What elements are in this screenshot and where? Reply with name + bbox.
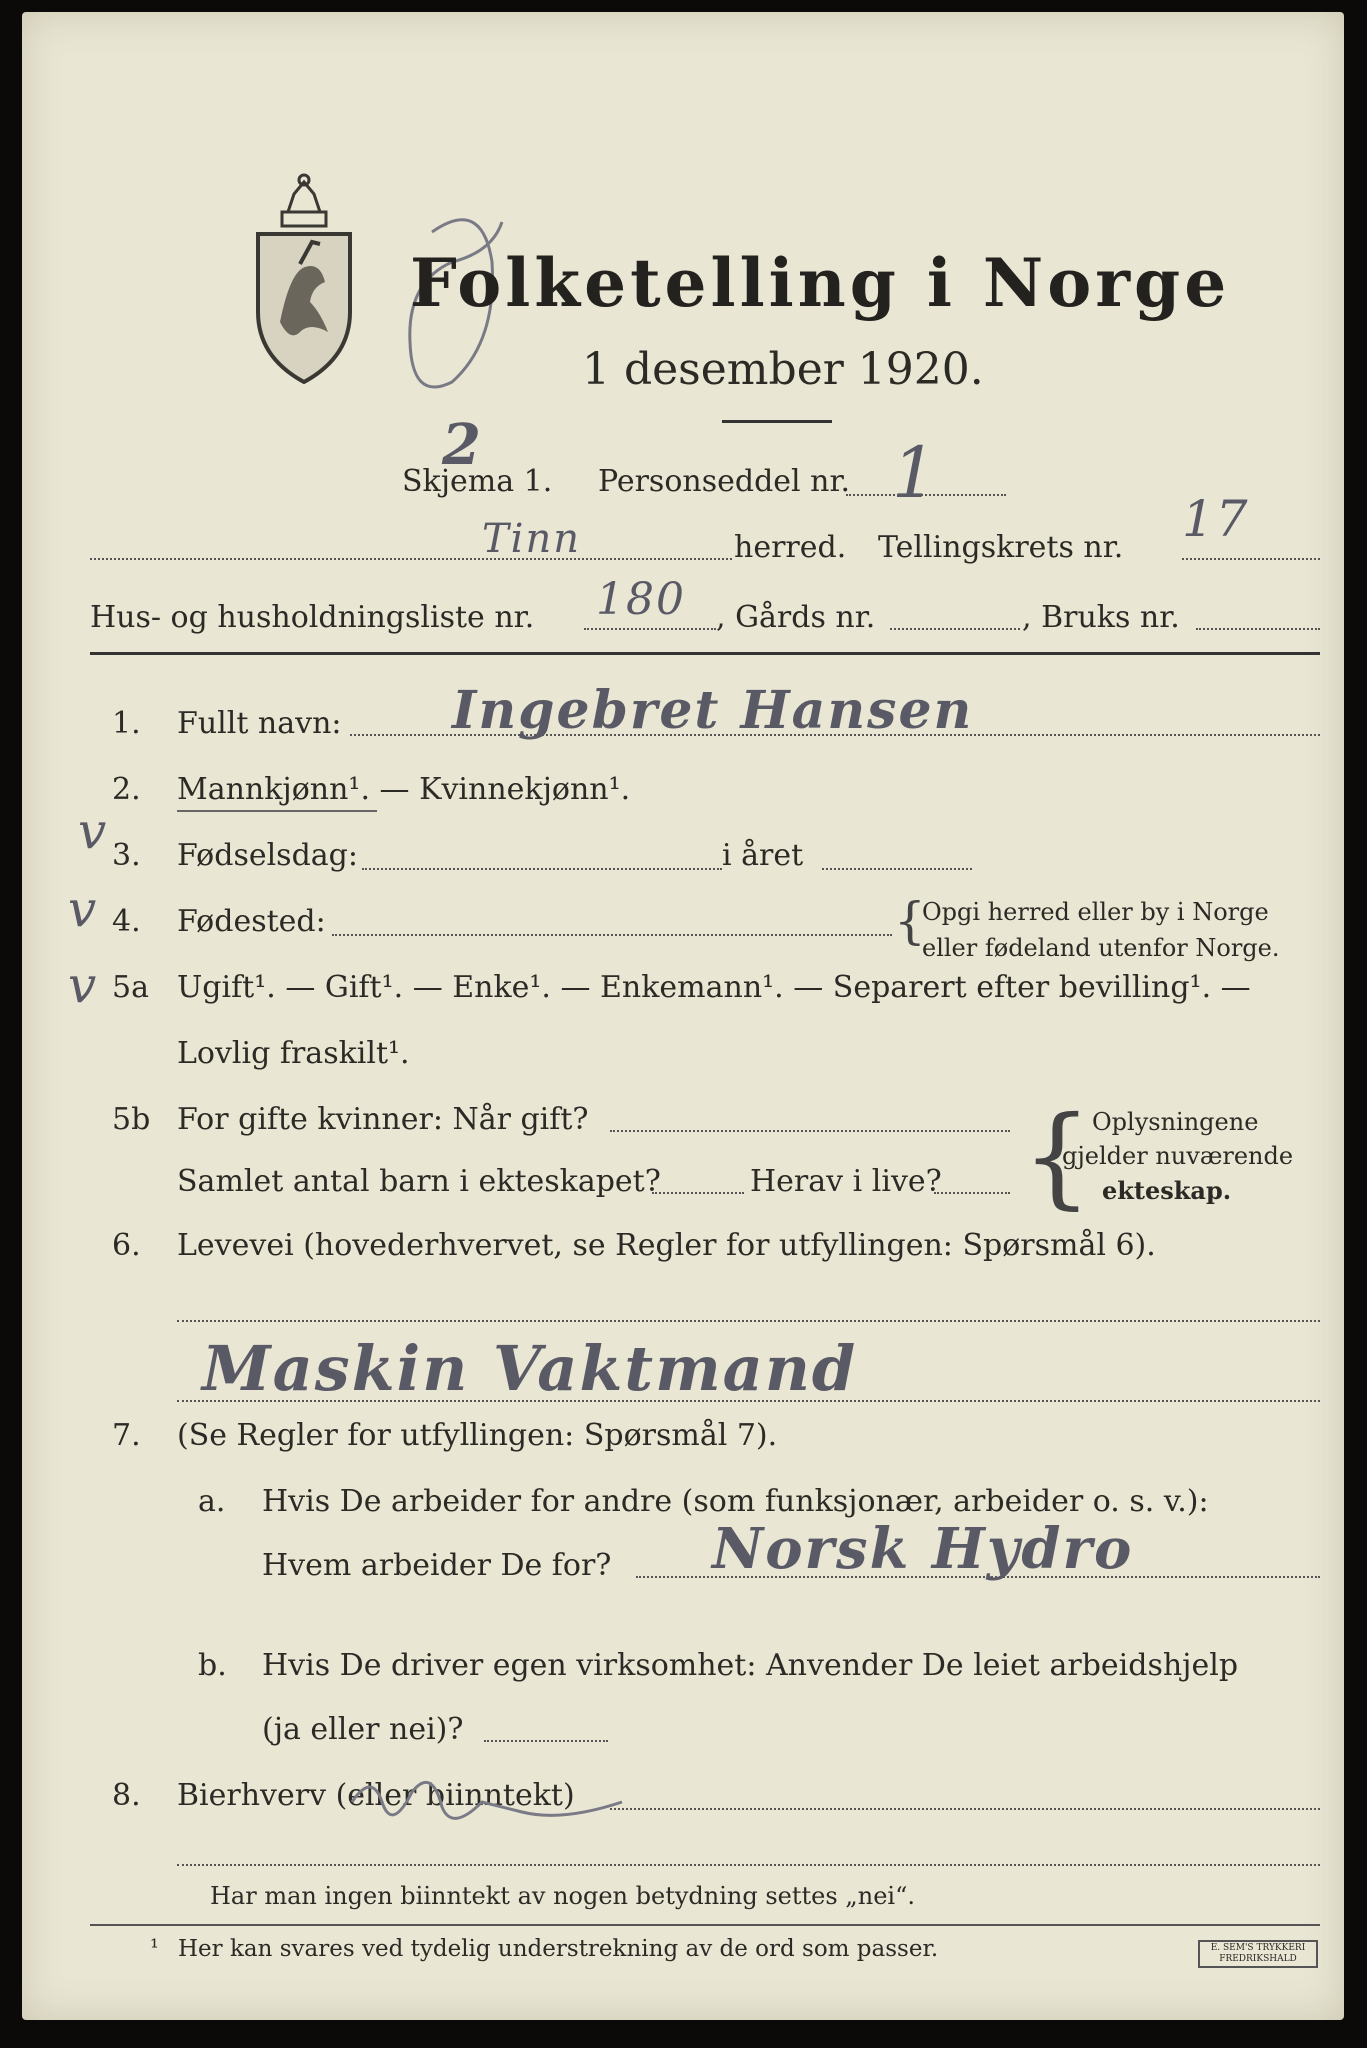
- q7-label: (Se Regler for utfyllingen: Spørsmål 7).: [177, 1418, 778, 1453]
- gards-field[interactable]: [890, 628, 1020, 630]
- q2-number: 2.: [112, 772, 141, 807]
- employer-value: Norsk Hydro: [712, 1516, 1134, 1582]
- footnote-mark: ¹: [150, 1936, 159, 1961]
- married-date-field[interactable]: [610, 1130, 1010, 1132]
- q5b-alive-label: Herav i live?: [750, 1164, 942, 1199]
- tellingskrets-label: Tellingskrets nr.: [878, 530, 1124, 565]
- full-name-value: Ingebret Hansen: [452, 680, 974, 741]
- q5b-note-line1: Oplysningene: [1092, 1108, 1259, 1136]
- q4-brace: {: [894, 892, 926, 950]
- bruks-label: , Bruks nr.: [1022, 600, 1180, 635]
- husliste-label: Hus- og husholdningsliste nr.: [90, 600, 535, 635]
- page-title: Folketelling i Norge: [410, 244, 1231, 322]
- q4-number: 4.: [112, 904, 141, 939]
- q5b-note-line3: ekteskap.: [1102, 1176, 1232, 1205]
- q5b-children-label: Samlet antal barn i ekteskapet?: [177, 1164, 661, 1199]
- birthplace-field[interactable]: [332, 934, 892, 936]
- personseddel-number: 1: [892, 432, 939, 514]
- q7b-line1: Hvis De driver egen virksomhet: Anvender De leiet arbeidshjelp: [262, 1648, 1239, 1683]
- q5a-number: 5a: [112, 970, 149, 1005]
- title-rule: [722, 420, 832, 423]
- q4-label: Fødested:: [177, 904, 326, 939]
- q8-label: Bierhverv (eller biinntekt): [177, 1778, 575, 1813]
- coat-of-arms-icon: [250, 172, 358, 387]
- q4-note-line1: Opgi herred eller by i Norge: [922, 898, 1269, 926]
- q7a-number: a.: [198, 1484, 226, 1519]
- side-income-field-2[interactable]: [177, 1864, 1320, 1866]
- side-mark-1: v: [78, 802, 109, 860]
- side-mark-2: v: [68, 880, 99, 938]
- herred-field[interactable]: [90, 558, 732, 560]
- side-income-field[interactable]: [610, 1808, 1320, 1810]
- pencil-scribble-mark: [342, 1762, 632, 1842]
- q5a-label: Ugift¹. — Gift¹. — Enke¹. — Enkemann¹. — Separert efter bevilling¹. —: [177, 970, 1251, 1005]
- footer-note: Har man ingen biinntekt av nogen betydning settes „nei“.: [210, 1882, 915, 1910]
- q7a-line2: Hvem arbeider De for?: [262, 1548, 612, 1583]
- q1-label: Fullt navn:: [177, 706, 342, 741]
- occupation-field-1[interactable]: [177, 1320, 1320, 1322]
- printer-stamp: E. SEM'S TRYKKERI FREDRIKSHALD: [1198, 1940, 1318, 1968]
- personseddel-label: Personseddel nr.: [598, 464, 851, 499]
- q8-number: 8.: [112, 1778, 141, 1813]
- children-alive-field[interactable]: [934, 1192, 1010, 1194]
- skjema-mark: 2: [442, 412, 483, 478]
- q3-year-label: i året: [722, 838, 804, 873]
- q6-number: 6.: [112, 1228, 141, 1263]
- q3-label: Fødselsdag:: [177, 838, 358, 873]
- tellingskrets-field[interactable]: [1182, 558, 1320, 560]
- herred-label: herred.: [734, 530, 847, 565]
- herred-name: Tinn: [482, 516, 581, 562]
- q6-label: Levevei (hovederhvervet, se Regler for utfyllingen: Spørsmål 6).: [177, 1228, 1156, 1263]
- q5b-label: For gifte kvinner: Når gift?: [177, 1102, 589, 1137]
- q7b-line2: (ja eller nei)?: [262, 1712, 464, 1747]
- q7-number: 7.: [112, 1418, 141, 1453]
- side-mark-3: v: [68, 956, 99, 1014]
- q5b-note-line2: gjelder nuværende: [1062, 1142, 1294, 1170]
- children-count-field[interactable]: [652, 1192, 744, 1194]
- bruks-field[interactable]: [1196, 628, 1320, 630]
- q5a-label-2: Lovlig fraskilt¹.: [177, 1036, 410, 1071]
- tellingskrets-number: 17: [1182, 490, 1250, 548]
- occupation-value: Maskin Vaktmand: [202, 1332, 858, 1405]
- husliste-field[interactable]: [584, 628, 716, 630]
- q4-note-line2: eller fødeland utenfor Norge.: [922, 934, 1280, 962]
- birth-year-field[interactable]: [822, 868, 972, 870]
- q5b-brace: {: [1022, 1092, 1092, 1220]
- occupation-field-2[interactable]: [177, 1400, 1320, 1402]
- q2-label: Mannkjønn¹. — Kvinnekjønn¹.: [177, 772, 631, 807]
- header-divider: [90, 652, 1320, 655]
- gards-label: , Gårds nr.: [716, 600, 876, 635]
- q3-number: 3.: [112, 838, 141, 873]
- q5b-number: 5b: [112, 1102, 151, 1137]
- q7b-number: b.: [198, 1648, 227, 1683]
- hired-help-field[interactable]: [484, 1740, 608, 1742]
- q7a-line1: Hvis De arbeider for andre (som funksjonær, arbeider o. s. v.):: [262, 1484, 1209, 1519]
- footer-divider: [90, 1924, 1320, 1926]
- q2-underline-mark: [177, 810, 377, 812]
- husliste-number: 180: [596, 574, 686, 625]
- skjema-label: Skjema 1.: [402, 464, 553, 499]
- birthday-field[interactable]: [362, 868, 722, 870]
- census-form-page: [22, 12, 1344, 2020]
- census-date: 1 desember 1920.: [582, 344, 984, 395]
- q1-number: 1.: [112, 706, 141, 741]
- footnote-text: Her kan svares ved tydelig understrekning av de ord som passer.: [178, 1936, 939, 1962]
